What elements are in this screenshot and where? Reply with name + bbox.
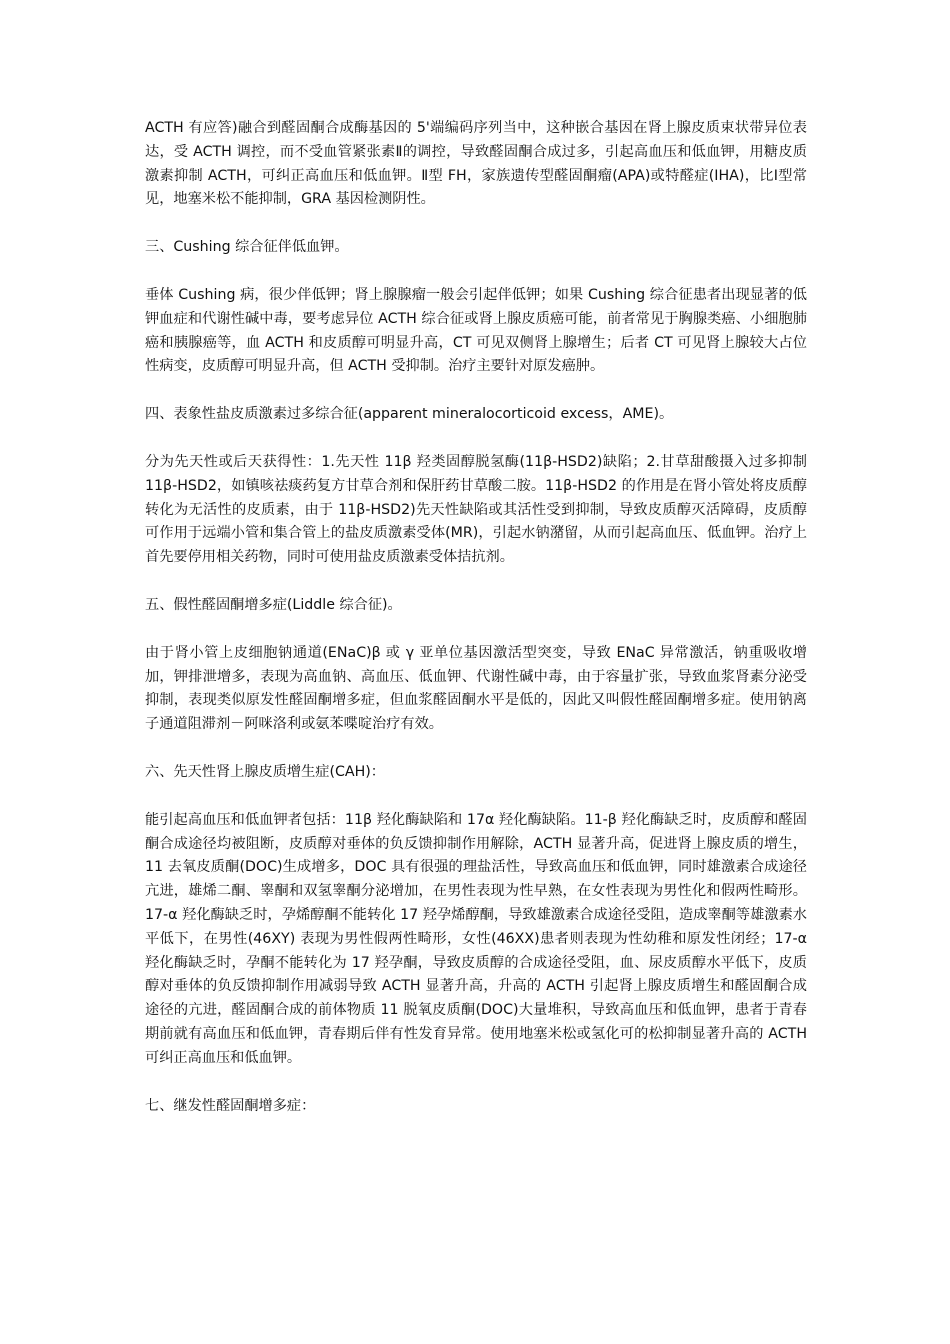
heading-cushing: 三、Cushing 综合征伴低血钾。 xyxy=(145,239,349,256)
spacer xyxy=(145,618,807,642)
heading-liddle: 五、假性醛固酮增多症(Liddle 综合征)。 xyxy=(145,596,402,613)
spacer xyxy=(145,785,807,809)
paragraph-ame: 分为先天性或后天获得性：1.先天性 11β 羟类固醇脱氢酶(11β-HSD2)缺陷；2.甘草甜酸摄入过多抑制 11β-HSD2，如镇咳祛痰药复方甘草合剂和保肝药甘草酸二胺。11β-HSD2 的作用是在肾小管处将皮质醇转化为无活性的皮质素，由于 11β-HSD2)先天性缺陷或其活性受到抑制，导致皮质醇灭活障碍，皮质醇可作用于远端小管和集合管上的盐皮质激素受体(MR)，引起水钠潴留，从而引起高血压、低血钾。治疗上首先要停用相关药物，同时可使用盐皮质激素受体拮抗剂。 xyxy=(145,453,807,566)
spacer xyxy=(145,1071,807,1095)
heading-cah: 六、先天性肾上腺皮质增生症(CAH)： xyxy=(145,763,385,780)
spacer xyxy=(145,212,807,236)
paragraph-fh-continuation: ACTH 有应答)融合到醛固酮合成酶基因的 5'端编码序列当中，这种嵌合基因在肾上腺皮质束状带异位表达，受 ACTH 调控，而不受血管紧张素Ⅱ的调控，导致醛固酮合成过多，引起高血压和低血钾，用糖皮质激素抑制 ACTH，可纠正高血压和低血钾。Ⅱ型 FH，家族遗传型醛固酮瘤(APA)或特醛症(IHA)，比Ⅰ型常见，地塞米松不能抑制，GRA 基因检测阴性。 xyxy=(145,120,807,208)
heading-secondary-aldosteronism: 七、继发性醛固酮增多症： xyxy=(145,1097,316,1114)
document-page xyxy=(145,117,807,1118)
spacer xyxy=(145,379,807,403)
spacer xyxy=(145,570,807,594)
paragraph-cushing: 垂体 Cushing 病，很少伴低钾；肾上腺腺瘤一般会引起伴低钾；如果 Cushing 综合征患者出现显著的低钾血症和代谢性碱中毒，要考虑异位 ACTH 综合征或肾上腺皮质癌可能，前者常见于胸腺类癌、小细胞肺癌和胰腺癌等，血 ACTH 和皮质醇可明显升高，CT 可见双侧肾上腺增生；后者 CT 可见肾上腺较大占位性病变，皮质醇可明显升高，但 ACTH 受抑制。治疗主要针对原发癌肿。 xyxy=(145,286,807,375)
heading-ame: 四、表象性盐皮质激素过多综合征(apparent mineralocorticoid excess，AME)。 xyxy=(145,406,674,423)
spacer xyxy=(145,737,807,761)
spacer xyxy=(145,260,807,284)
spacer xyxy=(145,427,807,451)
paragraph-cah: 能引起高血压和低血钾者包括：11β 羟化酶缺陷和 17α 羟化酶缺陷。11-β 羟化酶缺乏时，皮质醇和醛固酮合成途径均被阻断，皮质醇对垂体的负反馈抑制作用解除，ACTH 显著升高，促进肾上腺皮质的增生，11 去氧皮质酮(DOC)生成增多，DOC 具有很强的理盐活性，导致高血压和低血钾，同时雄激素合成途径亢进，雄烯二酮、睾酮和双氢睾酮分泌增加，在男性表现为性早熟，在女性表现为男性化和假两性畸形。17-α 羟化酶缺乏时，孕烯醇酮不能转化 17 羟孕烯醇酮，导致雄激素合成途径受阻，造成睾酮等雄激素水平低下，在男性(46XY) 表现为男性假两性畸形，女性(46XX)患者则表现为性幼稚和原发性闭经；17-α 羟化酶缺乏时，孕酮不能转化为 17 羟孕酮，导致皮质醇的合成途径受阻，血、尿皮质醇水平低下，皮质醇对垂体的负反馈抑制作用减弱导致 ACTH 显著升高，升高的 ACTH 引起肾上腺皮质增生和醛固酮合成途径的亢进，醛固酮合成的前体物质 11 脱氧皮质酮(DOC)大量堆积，导致高血压和低血钾，患者于青春期前就有高血压和低血钾，青春期后伴有性发育异常。使用地塞米松或氢化可的松抑制显著升高的 ACTH 可纠正高血压和低血钾。 xyxy=(145,811,807,1066)
paragraph-liddle: 由于肾小管上皮细胞钠通道(ENaC)β 或 γ 亚单位基因激活型突变，导致 ENaC 异常激活，钠重吸收增加，钾排泄增多，表现为高血钠、高血压、低血钾、代谢性碱中毒，由于容量扩张，导致血浆肾素分泌受抑制，表现类似原发性醛固酮增多症，但血浆醛固酮水平是低的，因此又叫假性醛固酮增多症。使用钠离子通道阻滞剂－阿咪洛利或氨苯喋啶治疗有效。 xyxy=(145,644,807,733)
